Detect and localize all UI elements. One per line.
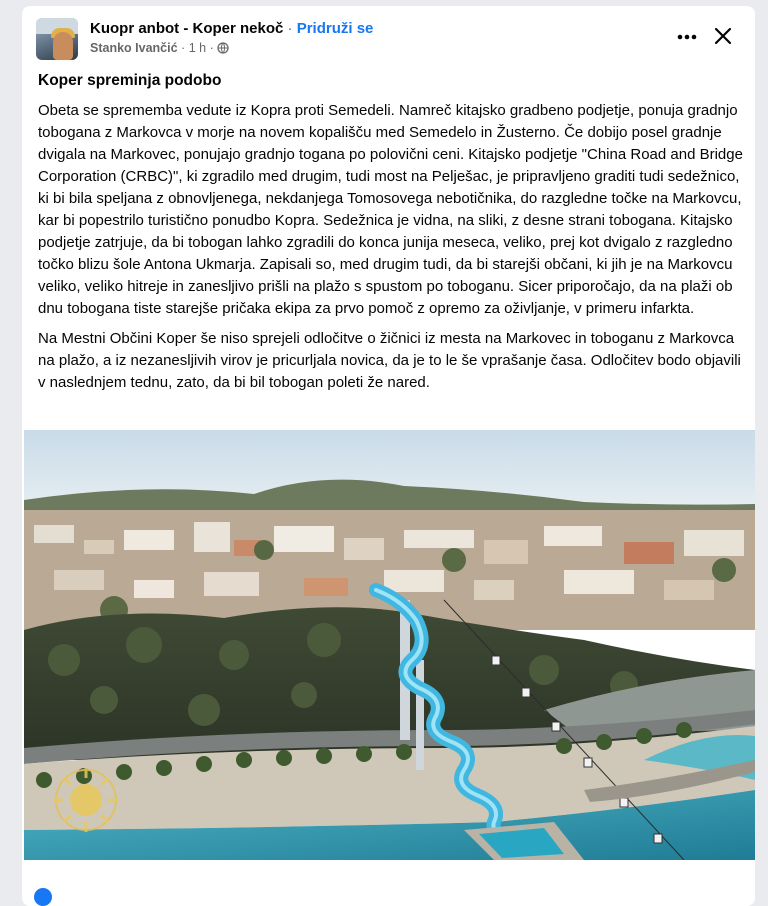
close-icon bbox=[711, 24, 735, 48]
slide-tower-2 bbox=[416, 660, 424, 770]
post-paragraph-2: Na Mestni Občini Koper še niso sprejeli odločitve o žičnici iz mesta na Markovec in toboganu z Markovca na plažo, a iz nezanesljivih virov je pricurljala novica, da je to le še vprašanje časa. Odločitev bodo objavili v naslednjem tednu, zato, da bi bil tobogan poleti že nared. bbox=[38, 330, 741, 391]
group-line bbox=[90, 20, 373, 37]
post-time-link[interactable]: 1 h bbox=[188, 41, 207, 55]
separator-dot: · bbox=[287, 20, 293, 37]
reaction-icons[interactable] bbox=[34, 888, 52, 906]
more-options-button[interactable] bbox=[677, 26, 697, 42]
group-avatar[interactable] bbox=[36, 18, 78, 60]
post-header bbox=[36, 18, 741, 66]
post-text bbox=[38, 100, 743, 402]
like-reaction-icon bbox=[34, 888, 52, 906]
more-horizontal-icon bbox=[677, 34, 697, 40]
author-name-link[interactable]: Stanko Ivančić bbox=[90, 41, 178, 55]
group-name-link[interactable]: Kuopr anbot - Koper nekoč bbox=[90, 20, 284, 37]
meta-separator-2: · bbox=[209, 41, 214, 55]
meta-separator: · bbox=[181, 41, 186, 55]
post-title: Koper spreminja podobo bbox=[38, 72, 222, 89]
close-button[interactable] bbox=[711, 24, 735, 48]
join-group-link[interactable]: Pridruži se bbox=[296, 20, 374, 37]
post-paragraph-1: Obeta se sprememba vedute iz Kopra proti Semedeli. Namreč kitajsko gradbeno podjetje, ponuja gradnjo tobogana z Markovca v morje na novem kopališču med Semedelo in Žusterno. Če dobijo posel gradnje dvigala na Markovec, ponujajo gradnjo togana po polovični ceni. Kitajsko podjetje "China Road and Bridge Corporation (CRBC)", ki zgradilo med drugim, tudi most na Pelješac, je pripravljeno graditi tudi sedežnico, ki bi bila speljana z obnovljenega, nekdanjega Tomosovega nebotičnika, do razgledne točke na Markovcu, kar bi popestrilo turistično ponudbo Kopra. Sedežnica je vidna, na sliki, z desne strani tobogana. Kitajsko podjetje zatrjuje, da bi tobogan lahko zgradili do konca junija meseca, veliko, prej kot dvigalo z razgledno točko blizu šole Antona Ukmarja. Zapisali so, med drugim tudi, da bi starejši občani, ki jih je na Markovcu veliko, veliko hitreje in zanesljivo prišli na plažo s spustom po toboganu. Sicer priporočajo, da na plaži ob dnu tobogana tiste starejše pričaka ekipa za prvo pomoč z opremo za oživljanje, v primeru infarkta. bbox=[38, 102, 743, 317]
post-card bbox=[22, 6, 755, 906]
post-meta bbox=[90, 41, 229, 57]
globe-icon bbox=[217, 42, 229, 57]
post-photo[interactable] bbox=[24, 430, 755, 860]
